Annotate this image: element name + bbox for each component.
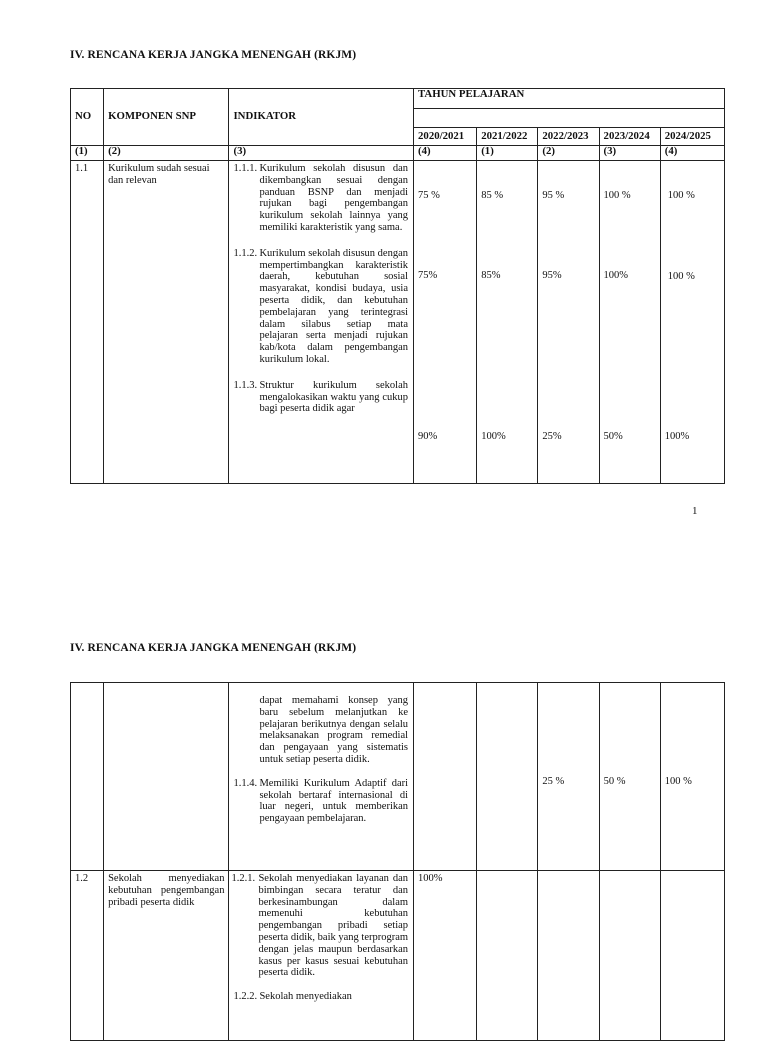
indicator-1-1-2: 1.1.2. Kurikulum sekolah disusun dengan mempertimbangkan karakteristik daerah, kebutuhan sosial masyarakat, kondisi budaya, usia peserta didik, dan kebutuhan pembelajaran yang terintegrasi dalam silabus setiap mata pelajaran serta menjadi rujukan kab/kota dalam pengembangan kurikulum lokal. bbox=[233, 247, 409, 365]
rkjm-table-page1 bbox=[70, 88, 725, 484]
indicator-1-1-4: 1.1.4. Memiliki Kurikulum Adaptif dari sekolah bertaraf internasional di luar negeri, untuk memberikan pengayaan pembelajaran. bbox=[233, 777, 409, 825]
value-cell bbox=[477, 683, 538, 871]
value-cell: 25 % bbox=[538, 683, 599, 871]
col-index: (4) bbox=[660, 146, 724, 161]
year-header: 2021/2022 bbox=[477, 128, 538, 146]
value-cell bbox=[599, 871, 660, 1041]
col-index: (3) bbox=[229, 146, 414, 161]
row-no bbox=[71, 683, 104, 871]
row-no: 1.1 bbox=[71, 161, 104, 484]
indicator-1-2-2: 1.2.2. Sekolah menyediakan bbox=[233, 991, 352, 1003]
col-index: (1) bbox=[477, 146, 538, 161]
value-cell: 100% bbox=[414, 871, 477, 1041]
value-cell bbox=[660, 871, 724, 1041]
page-heading: IV. RENCANA KERJA JANGKA MENENGAH (RKJM) bbox=[70, 642, 357, 654]
value-cell: 100 % 100% 50% bbox=[599, 161, 660, 484]
col-index: (4) bbox=[414, 146, 477, 161]
row-indikator bbox=[229, 161, 414, 484]
value-cell bbox=[414, 683, 477, 871]
row-komponen: Kurikulum sudah sesuai dan relevan bbox=[104, 161, 229, 484]
value-cell: 95 % 95% 25% bbox=[538, 161, 599, 484]
row-komponen bbox=[104, 683, 229, 871]
col-index: (3) bbox=[599, 146, 660, 161]
blank-header-row bbox=[414, 109, 725, 128]
value-cell: 75 % 75% 90% bbox=[414, 161, 477, 484]
rkjm-table-page2 bbox=[70, 682, 725, 1041]
row-no: 1.2 bbox=[71, 871, 104, 1041]
row-indikator bbox=[229, 683, 414, 871]
col-index: (2) bbox=[538, 146, 599, 161]
indicator-1-1-3: 1.1.3. Struktur kurikulum sekolah mengalokasikan waktu yang cukup bagi peserta didik agar bbox=[233, 379, 409, 415]
col-header-komponen: KOMPONEN SNP bbox=[104, 89, 229, 146]
page-heading: IV. RENCANA KERJA JANGKA MENENGAH (RKJM) bbox=[70, 49, 357, 61]
value-cell bbox=[477, 871, 538, 1041]
indicator-1-2-1: 1.2.1. Sekolah menyediakan layanan dan bimbingan secara teratur dan berkesinambungan dalam memenuhi kebutuhan pengembangan pribadi setiap peserta didik, baik yang terprogram dengan jelas maupun berdasarkan kasus per kasus sesuai kebutuhan peserta didik. bbox=[231, 873, 409, 979]
row-komponen: Sekolah menyediakan kebutuhan pengembangan pribadi peserta didik bbox=[104, 871, 229, 1041]
indicator-1-1-1: 1.1.1. Kurikulum sekolah disusun dan dikembangkan sesuai dengan panduan BSNP dan menjadi rujukan bagi pengembangan kurikulum sekolah lainnya yang memiliki karakteristik yang sama. bbox=[233, 163, 409, 233]
value-cell: 50 % bbox=[599, 683, 660, 871]
year-header: 2020/2021 bbox=[414, 128, 477, 146]
col-index: (2) bbox=[104, 146, 229, 161]
year-header: 2022/2023 bbox=[538, 128, 599, 146]
value-cell bbox=[538, 871, 599, 1041]
col-header-tahun: TAHUN PELAJARAN bbox=[414, 89, 725, 109]
row-indikator bbox=[229, 871, 414, 1041]
year-header: 2023/2024 bbox=[599, 128, 660, 146]
indicator-1-1-3-cont: dapat memahami konsep yang baru sebelum melanjutkan ke pelajaran berikutnya dengan selalu melaksanakan program remedial dan pengayaan yang sistematis untuk setiap peserta didik. bbox=[259, 695, 409, 765]
value-cell: 85 % 85% 100% bbox=[477, 161, 538, 484]
col-index: (1) bbox=[71, 146, 104, 161]
page-number: 1 bbox=[692, 505, 698, 517]
value-cell: 100 % bbox=[660, 683, 724, 871]
value-cell: 100 % 100 % 100% bbox=[660, 161, 724, 484]
col-header-no: NO bbox=[71, 89, 104, 146]
year-header: 2024/2025 bbox=[660, 128, 724, 146]
col-header-indikator: INDIKATOR bbox=[229, 89, 414, 146]
